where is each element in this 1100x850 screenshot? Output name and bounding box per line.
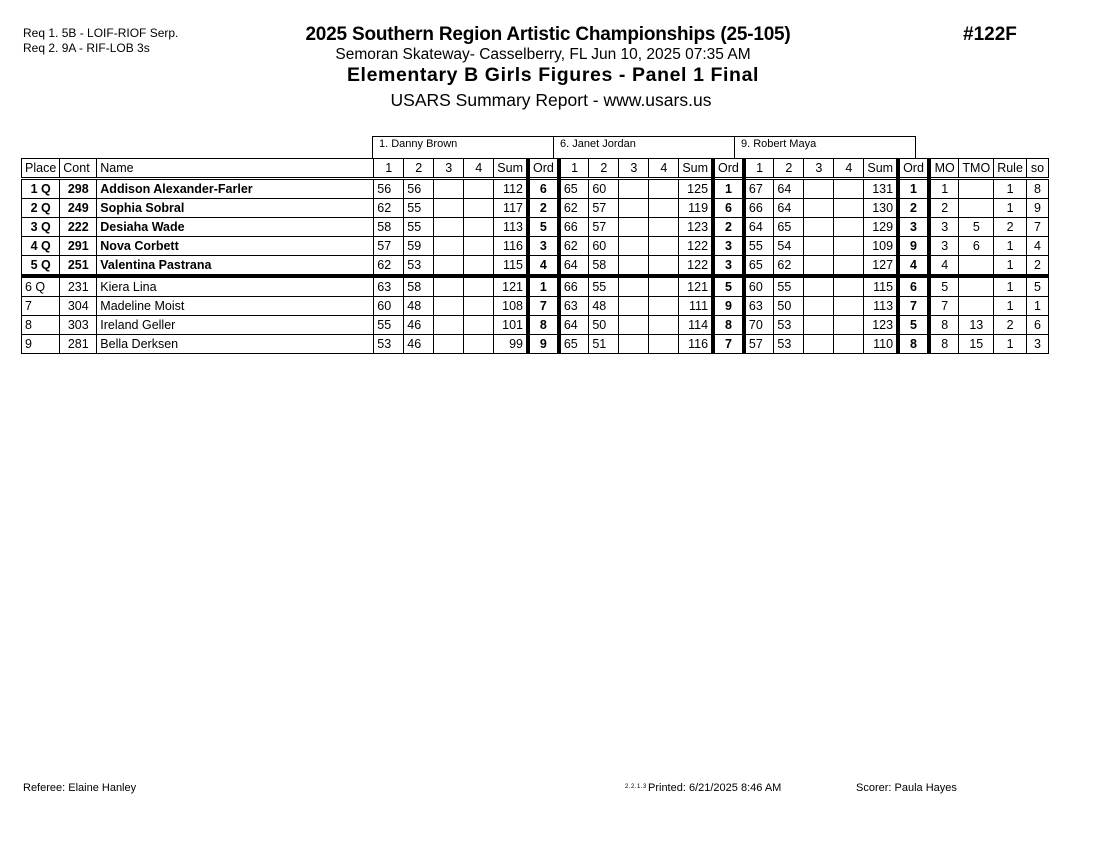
judge-3-sum: 109	[864, 237, 898, 256]
mo-cell: 7	[929, 297, 959, 316]
judge-1-score-4	[464, 237, 494, 256]
judge-3-score-2: 64	[774, 179, 804, 199]
col-j3-s1: 1	[744, 159, 774, 179]
judge-1-score-3	[434, 179, 464, 199]
judge-2-score-4	[649, 179, 679, 199]
tmo-cell	[959, 297, 994, 316]
judge-3-ord: 9	[898, 237, 929, 256]
judge-2-score-3	[619, 256, 649, 277]
judge-1-sum: 113	[494, 218, 528, 237]
judge-1-sum: 115	[494, 256, 528, 277]
judge-2-score-2: 50	[589, 316, 619, 335]
judge-3-ord: 6	[898, 276, 929, 297]
rule-cell: 1	[994, 237, 1027, 256]
rule-cell: 1	[994, 335, 1027, 354]
judge-3-score-2: 53	[774, 335, 804, 354]
judge-2-score-1: 66	[559, 218, 589, 237]
so-cell: 1	[1026, 297, 1048, 316]
table-row	[22, 335, 1049, 354]
venue-line: Semoran Skateway- Casselberry, FL Jun 10, 2025 07:35 AM	[335, 46, 751, 63]
judge-3-ord: 5	[898, 316, 929, 335]
place-cell: 8	[22, 316, 60, 335]
tmo-cell	[959, 199, 994, 218]
judge-3-score-3	[804, 297, 834, 316]
cont-cell: 291	[60, 237, 97, 256]
judge-1-ord: 1	[528, 276, 559, 297]
judge-3-score-3	[804, 276, 834, 297]
judge-3-score-1: 64	[744, 218, 774, 237]
rule-cell: 1	[994, 179, 1027, 199]
judge-2-sum: 111	[679, 297, 713, 316]
judge-2-score-2: 57	[589, 218, 619, 237]
rule-cell: 2	[994, 218, 1027, 237]
judge-3-sum: 131	[864, 179, 898, 199]
judge-2-score-3	[619, 335, 649, 354]
col-j1-s3: 3	[434, 159, 464, 179]
judge-1-score-4	[464, 297, 494, 316]
name-cell: Bella Derksen	[97, 335, 374, 354]
mo-cell: 1	[929, 179, 959, 199]
judge-3-sum: 127	[864, 256, 898, 277]
judge-1-sum: 99	[494, 335, 528, 354]
judge-2-score-4	[649, 237, 679, 256]
judge-3-score-3	[804, 316, 834, 335]
tmo-cell	[959, 276, 994, 297]
judge-2-ord: 9	[713, 297, 744, 316]
place-cell: 5 Q	[22, 256, 60, 277]
judge-3-score-2: 65	[774, 218, 804, 237]
judge-1-score-4	[464, 199, 494, 218]
judge-3-score-4	[834, 179, 864, 199]
referee-label: Referee: Elaine Hanley	[23, 782, 137, 794]
event-number: #122F	[963, 24, 1017, 45]
col-j3-s4: 4	[834, 159, 864, 179]
judge-1-sum: 112	[494, 179, 528, 199]
rule-cell: 1	[994, 297, 1027, 316]
judge-1-score-2: 46	[404, 316, 434, 335]
judge-1-score-3	[434, 256, 464, 277]
col-j1-s2: 2	[404, 159, 434, 179]
judge-1-sum: 117	[494, 199, 528, 218]
judge-2-score-1: 64	[559, 256, 589, 277]
competition-title: 2025 Southern Region Artistic Championships (25-105)	[305, 24, 791, 45]
cont-cell: 222	[60, 218, 97, 237]
judge-3-score-4	[834, 199, 864, 218]
cont-cell: 304	[60, 297, 97, 316]
name-cell: Kiera Lina	[97, 276, 374, 297]
judge-3-score-4	[834, 218, 864, 237]
mo-cell: 2	[929, 199, 959, 218]
judge-2-score-3	[619, 179, 649, 199]
so-cell: 7	[1026, 218, 1048, 237]
judge-1-ord: 9	[528, 335, 559, 354]
judge-1-ord: 4	[528, 256, 559, 277]
judge-1-score-4	[464, 256, 494, 277]
name-cell: Sophia Sobral	[97, 199, 374, 218]
judge-3-score-1: 60	[744, 276, 774, 297]
judge-1-score-1: 57	[374, 237, 404, 256]
judge-1-score-2: 48	[404, 297, 434, 316]
tmo-cell: 13	[959, 316, 994, 335]
col-cont: Cont	[60, 159, 97, 179]
judge-3-ord: 8	[898, 335, 929, 354]
judge-1-score-2: 55	[404, 218, 434, 237]
printed-timestamp: Printed: 6/21/2025 8:46 AM	[648, 782, 782, 794]
judge-2-score-4	[649, 297, 679, 316]
judge-1-score-3	[434, 297, 464, 316]
judge-3-score-2: 55	[774, 276, 804, 297]
mo-cell: 3	[929, 237, 959, 256]
judge-1-score-3	[434, 276, 464, 297]
col-j1-s4: 4	[464, 159, 494, 179]
judge-1-score-1: 62	[374, 256, 404, 277]
judge-1-ord: 5	[528, 218, 559, 237]
judge-3-score-1: 66	[744, 199, 774, 218]
judge-2-sum: 119	[679, 199, 713, 218]
col-place: Place	[22, 159, 60, 179]
judge-2-ord: 6	[713, 199, 744, 218]
col-j3-ord: Ord	[898, 159, 929, 179]
name-cell: Desiaha Wade	[97, 218, 374, 237]
name-cell: Addison Alexander-Farler	[97, 179, 374, 199]
cont-cell: 303	[60, 316, 97, 335]
judge-1-score-2: 58	[404, 276, 434, 297]
judge-1-ord: 3	[528, 237, 559, 256]
col-j2-sum: Sum	[679, 159, 713, 179]
table-row	[22, 256, 1049, 277]
judge-2-score-1: 65	[559, 179, 589, 199]
rule-cell: 1	[994, 199, 1027, 218]
place-cell: 9	[22, 335, 60, 354]
judge-3-score-2: 62	[774, 256, 804, 277]
judge-2-sum: 122	[679, 237, 713, 256]
judge-2-score-3	[619, 316, 649, 335]
table-row	[22, 179, 1049, 199]
judge-2-score-4	[649, 218, 679, 237]
judge-2-score-2: 58	[589, 256, 619, 277]
judge-3-score-4	[834, 316, 864, 335]
judge-3-score-3	[804, 256, 834, 277]
judge-1-score-1: 58	[374, 218, 404, 237]
name-cell: Nova Corbett	[97, 237, 374, 256]
judge-2-score-2: 60	[589, 237, 619, 256]
judge-1-score-1: 55	[374, 316, 404, 335]
col-j1-sum: Sum	[494, 159, 528, 179]
tmo-cell	[959, 256, 994, 277]
judge-1-score-3	[434, 237, 464, 256]
judge-1-score-3	[434, 335, 464, 354]
judge-3-ord: 7	[898, 297, 929, 316]
col-name: Name	[97, 159, 374, 179]
judge-3-sum: 129	[864, 218, 898, 237]
judge-2-score-4	[649, 316, 679, 335]
judge-3-score-1: 67	[744, 179, 774, 199]
so-cell: 5	[1026, 276, 1048, 297]
judge-3-sum: 130	[864, 199, 898, 218]
judge-2-score-1: 66	[559, 276, 589, 297]
mo-cell: 8	[929, 316, 959, 335]
place-cell: 1 Q	[22, 179, 60, 199]
judge-1-ord: 8	[528, 316, 559, 335]
judge-2-score-2: 60	[589, 179, 619, 199]
judge-1-score-1: 63	[374, 276, 404, 297]
judge-1-score-1: 60	[374, 297, 404, 316]
table-row	[22, 316, 1049, 335]
judge-1-score-4	[464, 179, 494, 199]
judge-2-ord: 3	[713, 237, 744, 256]
col-j2-s1: 1	[559, 159, 589, 179]
judge-3-score-1: 70	[744, 316, 774, 335]
judge-3-sum: 110	[864, 335, 898, 354]
rule-cell: 2	[994, 316, 1027, 335]
judge-2-score-2: 57	[589, 199, 619, 218]
judge-header-1: 1. Danny Brown	[372, 136, 554, 158]
judge-3-score-3	[804, 237, 834, 256]
scorer-label: Scorer: Paula Hayes	[856, 782, 957, 794]
col-j2-s2: 2	[589, 159, 619, 179]
so-cell: 3	[1026, 335, 1048, 354]
tmo-cell: 5	[959, 218, 994, 237]
judge-2-score-3	[619, 199, 649, 218]
cont-cell: 298	[60, 179, 97, 199]
judge-3-sum: 113	[864, 297, 898, 316]
judge-1-score-2: 56	[404, 179, 434, 199]
judge-1-score-4	[464, 335, 494, 354]
judge-3-ord: 4	[898, 256, 929, 277]
judge-1-score-1: 56	[374, 179, 404, 199]
rule-cell: 1	[994, 256, 1027, 277]
judge-2-score-2: 55	[589, 276, 619, 297]
judge-3-ord: 2	[898, 199, 929, 218]
mo-cell: 8	[929, 335, 959, 354]
col-mo: MO	[929, 159, 959, 179]
cont-cell: 249	[60, 199, 97, 218]
place-cell: 7	[22, 297, 60, 316]
mo-cell: 5	[929, 276, 959, 297]
col-tmo: TMO	[959, 159, 994, 179]
judge-3-score-1: 57	[744, 335, 774, 354]
results-table	[21, 158, 1049, 354]
so-cell: 2	[1026, 256, 1048, 277]
event-title: Elementary B Girls Figures - Panel 1 Final	[346, 64, 760, 86]
table-row	[22, 276, 1049, 297]
col-j3-s2: 2	[774, 159, 804, 179]
table-row	[22, 237, 1049, 256]
judge-3-score-1: 63	[744, 297, 774, 316]
judge-2-score-3	[619, 297, 649, 316]
judge-3-score-4	[834, 237, 864, 256]
judge-1-score-1: 53	[374, 335, 404, 354]
judge-2-sum: 116	[679, 335, 713, 354]
col-j2-ord: Ord	[713, 159, 744, 179]
judge-3-score-4	[834, 276, 864, 297]
judge-2-sum: 125	[679, 179, 713, 199]
judge-2-score-4	[649, 335, 679, 354]
judge-3-score-3	[804, 179, 834, 199]
judge-2-ord: 5	[713, 276, 744, 297]
judge-1-score-2: 55	[404, 199, 434, 218]
judge-1-ord: 2	[528, 199, 559, 218]
judge-2-sum: 114	[679, 316, 713, 335]
place-cell: 3 Q	[22, 218, 60, 237]
judge-2-score-3	[619, 276, 649, 297]
judge-1-score-4	[464, 276, 494, 297]
judge-3-score-2: 50	[774, 297, 804, 316]
judge-2-ord: 3	[713, 256, 744, 277]
judge-3-score-4	[834, 256, 864, 277]
place-cell: 4 Q	[22, 237, 60, 256]
judge-2-ord: 1	[713, 179, 744, 199]
judge-2-score-1: 62	[559, 199, 589, 218]
header-row	[22, 159, 1049, 179]
judge-1-ord: 7	[528, 297, 559, 316]
judge-3-score-3	[804, 199, 834, 218]
col-j2-s4: 4	[649, 159, 679, 179]
judge-3-score-4	[834, 297, 864, 316]
judge-1-score-4	[464, 316, 494, 335]
name-cell: Valentina Pastrana	[97, 256, 374, 277]
judge-1-sum: 116	[494, 237, 528, 256]
judge-2-sum: 122	[679, 256, 713, 277]
requirement-2: Req 2. 9A - RIF-LOB 3s	[23, 41, 150, 55]
cont-cell: 281	[60, 335, 97, 354]
judge-2-sum: 121	[679, 276, 713, 297]
col-rule: Rule	[994, 159, 1027, 179]
judge-3-ord: 3	[898, 218, 929, 237]
judge-2-score-1: 62	[559, 237, 589, 256]
judge-1-sum: 101	[494, 316, 528, 335]
judge-2-score-1: 63	[559, 297, 589, 316]
judge-3-score-2: 64	[774, 199, 804, 218]
judge-3-score-4	[834, 335, 864, 354]
tmo-cell: 15	[959, 335, 994, 354]
col-j3-s3: 3	[804, 159, 834, 179]
table-row	[22, 218, 1049, 237]
table-row	[22, 297, 1049, 316]
col-so: so	[1026, 159, 1048, 179]
col-j3-sum: Sum	[864, 159, 898, 179]
so-cell: 4	[1026, 237, 1048, 256]
tmo-cell	[959, 179, 994, 199]
judge-3-sum: 115	[864, 276, 898, 297]
judge-2-score-3	[619, 218, 649, 237]
judge-1-score-2: 46	[404, 335, 434, 354]
rule-cell: 1	[994, 276, 1027, 297]
col-j2-s3: 3	[619, 159, 649, 179]
judge-1-score-3	[434, 316, 464, 335]
judge-3-sum: 123	[864, 316, 898, 335]
judge-3-score-3	[804, 335, 834, 354]
judge-1-sum: 121	[494, 276, 528, 297]
name-cell: Ireland Geller	[97, 316, 374, 335]
place-cell: 2 Q	[22, 199, 60, 218]
judge-1-score-3	[434, 199, 464, 218]
judge-1-score-3	[434, 218, 464, 237]
judge-1-score-2: 59	[404, 237, 434, 256]
judge-3-score-1: 55	[744, 237, 774, 256]
mo-cell: 3	[929, 218, 959, 237]
report-title: USARS Summary Report - www.usars.us	[390, 90, 712, 110]
judge-3-score-1: 65	[744, 256, 774, 277]
judge-2-score-4	[649, 199, 679, 218]
place-cell: 6 Q	[22, 276, 60, 297]
judge-1-score-4	[464, 218, 494, 237]
judge-header-2: 6. Janet Jordan	[553, 136, 735, 158]
judge-3-ord: 1	[898, 179, 929, 199]
judge-2-ord: 8	[713, 316, 744, 335]
judge-2-score-4	[649, 256, 679, 277]
judge-2-score-4	[649, 276, 679, 297]
mo-cell: 4	[929, 256, 959, 277]
so-cell: 6	[1026, 316, 1048, 335]
judge-3-score-3	[804, 218, 834, 237]
judge-2-score-3	[619, 237, 649, 256]
so-cell: 9	[1026, 199, 1048, 218]
judge-1-score-1: 62	[374, 199, 404, 218]
judge-1-score-2: 53	[404, 256, 434, 277]
judge-2-score-2: 48	[589, 297, 619, 316]
cont-cell: 231	[60, 276, 97, 297]
judge-2-sum: 123	[679, 218, 713, 237]
so-cell: 8	[1026, 179, 1048, 199]
judge-1-sum: 108	[494, 297, 528, 316]
judge-2-score-1: 64	[559, 316, 589, 335]
col-j1-s1: 1	[374, 159, 404, 179]
judge-2-ord: 7	[713, 335, 744, 354]
judge-2-score-1: 65	[559, 335, 589, 354]
requirement-1: Req 1. 5B - LOIF-RIOF Serp.	[23, 26, 179, 40]
table-row	[22, 199, 1049, 218]
judge-1-ord: 6	[528, 179, 559, 199]
judge-3-score-2: 53	[774, 316, 804, 335]
judge-2-score-2: 51	[589, 335, 619, 354]
tmo-cell: 6	[959, 237, 994, 256]
judge-2-ord: 2	[713, 218, 744, 237]
judge-3-score-2: 54	[774, 237, 804, 256]
version-label: 2.2.1.3	[625, 784, 647, 790]
col-j1-ord: Ord	[528, 159, 559, 179]
cont-cell: 251	[60, 256, 97, 277]
judge-header-3: 9. Robert Maya	[734, 136, 916, 158]
name-cell: Madeline Moist	[97, 297, 374, 316]
